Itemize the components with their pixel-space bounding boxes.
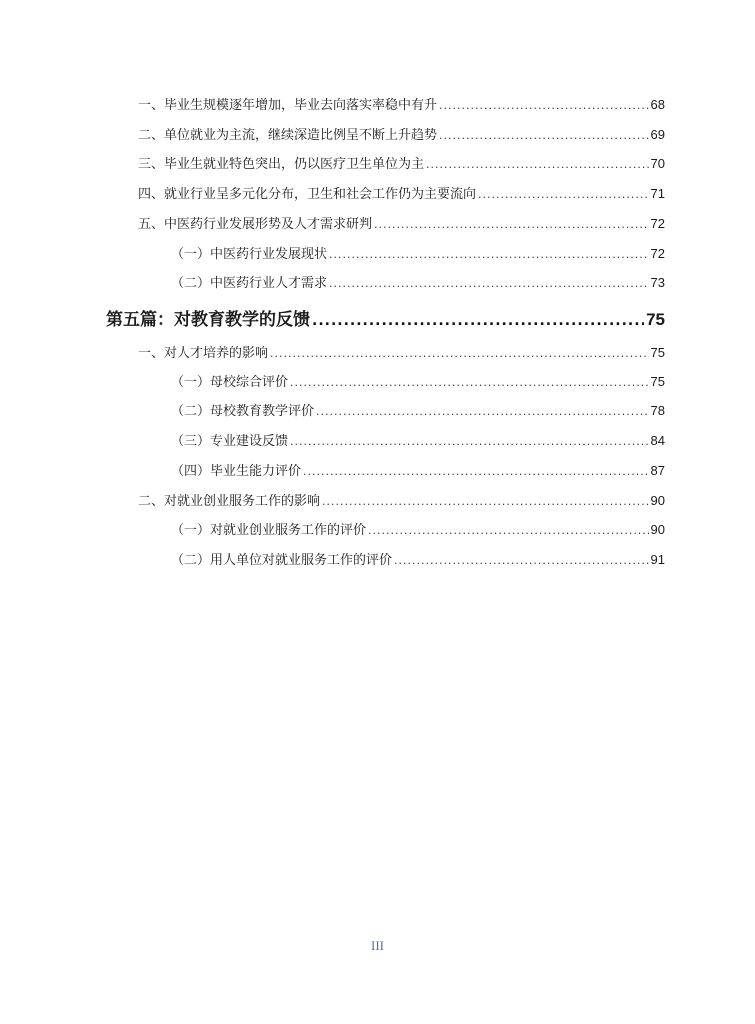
toc-entry-label: （二）母校教育教学评价 (171, 404, 315, 419)
toc-entry[interactable] (138, 126, 665, 145)
dot-leader (303, 463, 649, 481)
toc-entry-page: 91 (650, 552, 665, 567)
toc-entry[interactable] (138, 344, 665, 363)
dot-leader (312, 310, 644, 332)
toc-subentry[interactable] (171, 373, 665, 392)
toc-entry-label: （四）毕业生能力评价 (171, 464, 302, 479)
dot-leader (478, 186, 649, 204)
dot-leader (439, 127, 649, 145)
toc-entry-label: （三）专业建设反馈 (171, 434, 289, 449)
dot-leader (394, 552, 649, 570)
toc-subentry[interactable] (171, 432, 665, 451)
toc-entry[interactable] (138, 492, 665, 511)
toc-entry[interactable] (138, 215, 665, 234)
toc-entry-label: 三、毕业生就业特色突出，仍以医疗卫生单位为主 (138, 157, 425, 172)
toc-entry-page: 70 (650, 156, 665, 171)
toc-entry-page: 72 (650, 216, 665, 231)
dot-leader (368, 522, 649, 540)
toc-entry-page: 75 (650, 345, 665, 360)
toc-subentry[interactable] (171, 462, 665, 481)
toc-subentry[interactable] (171, 521, 665, 540)
toc-entry[interactable] (138, 185, 665, 204)
dot-leader (290, 433, 649, 451)
toc-subentry[interactable] (171, 245, 665, 264)
toc-subentry[interactable] (171, 274, 665, 293)
page-number: III (371, 938, 384, 953)
dot-leader (316, 403, 649, 421)
toc-entry-page: 71 (650, 186, 665, 201)
toc-entry-page: 90 (650, 522, 665, 537)
toc-entry-page: 78 (650, 403, 665, 418)
toc-entry-label: （一）母校综合评价 (171, 375, 289, 390)
dot-leader (426, 156, 649, 174)
toc-entry[interactable] (138, 96, 665, 115)
dot-leader (439, 97, 649, 115)
toc-part-label: 第五篇：对教育教学的反馈 (106, 310, 310, 330)
toc-entry-page: 69 (650, 127, 665, 142)
dot-leader (329, 246, 649, 264)
dot-leader (290, 374, 649, 392)
toc-entry-label: 一、毕业生规模逐年增加，毕业去向落实率稳中有升 (138, 98, 438, 113)
toc-part-page: 75 (646, 310, 665, 329)
toc-entry-label: （一）对就业创业服务工作的评价 (171, 523, 367, 538)
toc-entry-label: （二）用人单位对就业服务工作的评价 (171, 553, 393, 568)
toc-entry-page: 68 (650, 97, 665, 112)
toc-part-heading[interactable] (106, 309, 665, 332)
toc-entry-label: 四、就业行业呈多元化分布，卫生和社会工作仍为主要流向 (138, 187, 477, 202)
dot-leader (270, 345, 649, 363)
dot-leader (329, 275, 649, 293)
toc-entry-page: 90 (650, 493, 665, 508)
toc-subentry[interactable] (171, 551, 665, 570)
toc-entry-label: 一、对人才培养的影响 (138, 346, 269, 361)
toc-entry-page: 87 (650, 463, 665, 478)
toc-entry[interactable] (138, 155, 665, 174)
toc-entry-label: （一）中医药行业发展现状 (171, 247, 328, 262)
toc-subentry[interactable] (171, 402, 665, 421)
toc-entry-label: 二、单位就业为主流，继续深造比例呈不断上升趋势 (138, 128, 438, 143)
toc-entry-page: 75 (650, 374, 665, 389)
dot-leader (322, 493, 649, 511)
toc-entry-page: 72 (650, 246, 665, 261)
toc-entry-page: 84 (650, 433, 665, 448)
toc-entry-label: （二）中医药行业人才需求 (171, 276, 328, 291)
toc-entry-label: 五、中医药行业发展形势及人才需求研判 (138, 217, 373, 232)
toc-entry-page: 73 (650, 275, 665, 290)
toc-entry-label: 二、对就业创业服务工作的影响 (138, 494, 321, 509)
dot-leader (374, 216, 649, 234)
